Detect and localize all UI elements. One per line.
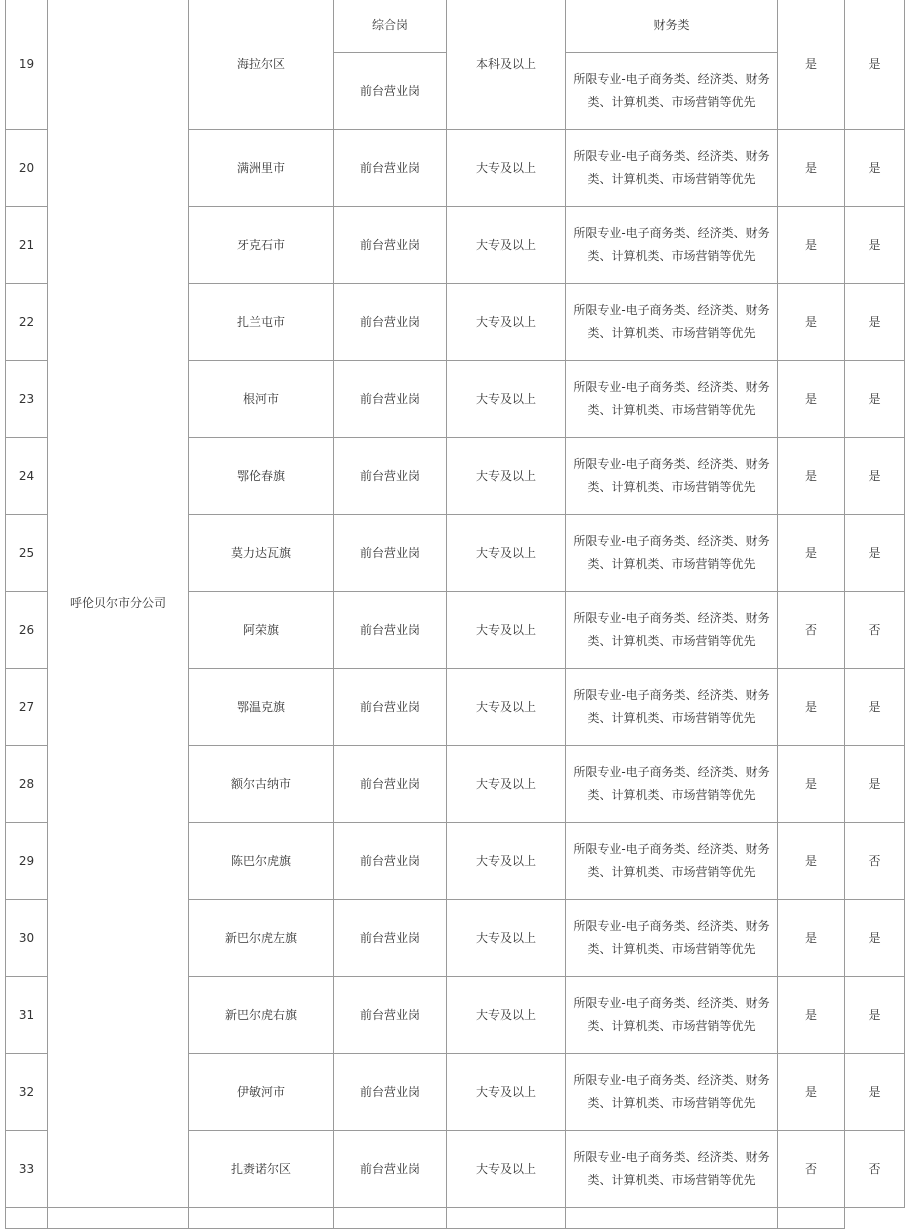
row-number: 26: [6, 592, 48, 669]
requirement-cell: 所限专业-电子商务类、经济类、财务类、计算机类、市场营销等优先: [566, 977, 778, 1054]
position-cell: 综合岗: [334, 0, 447, 53]
education-cell: 大专及以上: [447, 438, 566, 515]
col-a-cell: 是: [778, 284, 845, 361]
position-cell: 前台营业岗: [334, 284, 447, 361]
col-b-cell: 是: [845, 669, 905, 746]
position-cell: 前台营业岗: [334, 977, 447, 1054]
position-cell: 前台营业岗: [334, 592, 447, 669]
row-number: 21: [6, 207, 48, 284]
row-number: 19: [6, 0, 48, 130]
empty-cell: [189, 1208, 334, 1229]
position-cell: 前台营业岗: [334, 53, 447, 130]
row-number: 28: [6, 746, 48, 823]
education-cell: 大专及以上: [447, 361, 566, 438]
education-cell: 大专及以上: [447, 977, 566, 1054]
company-cell: 呼伦贝尔市分公司: [48, 0, 189, 1208]
col-a-cell: 是: [778, 438, 845, 515]
row-number: 32: [6, 1054, 48, 1131]
empty-cell: [566, 1208, 778, 1229]
education-cell: 大专及以上: [447, 1131, 566, 1208]
col-b-cell: 是: [845, 0, 905, 130]
col-b-cell: 是: [845, 977, 905, 1054]
requirement-cell: 所限专业-电子商务类、经济类、财务类、计算机类、市场营销等优先: [566, 130, 778, 207]
education-cell: 大专及以上: [447, 207, 566, 284]
location-cell: 莫力达瓦旗: [189, 515, 334, 592]
position-cell: 前台营业岗: [334, 746, 447, 823]
table-row-partial: [6, 1208, 905, 1229]
col-b-cell: 是: [845, 1054, 905, 1131]
location-cell: 根河市: [189, 361, 334, 438]
row-number: 24: [6, 438, 48, 515]
requirement-cell: 所限专业-电子商务类、经济类、财务类、计算机类、市场营销等优先: [566, 1054, 778, 1131]
col-b-cell: 是: [845, 438, 905, 515]
row-number: 25: [6, 515, 48, 592]
education-cell: 大专及以上: [447, 130, 566, 207]
col-a-cell: 否: [778, 592, 845, 669]
education-cell: 大专及以上: [447, 592, 566, 669]
requirement-cell: 所限专业-电子商务类、经济类、财务类、计算机类、市场营销等优先: [566, 823, 778, 900]
col-b-cell: 是: [845, 746, 905, 823]
position-cell: 前台营业岗: [334, 515, 447, 592]
requirement-cell: 所限专业-电子商务类、经济类、财务类、计算机类、市场营销等优先: [566, 1131, 778, 1208]
requirement-cell: 所限专业-电子商务类、经济类、财务类、计算机类、市场营销等优先: [566, 361, 778, 438]
position-cell: 前台营业岗: [334, 130, 447, 207]
education-cell: 大专及以上: [447, 746, 566, 823]
position-cell: 前台营业岗: [334, 207, 447, 284]
row-number: 20: [6, 130, 48, 207]
empty-cell: [778, 1208, 845, 1229]
position-cell: 前台营业岗: [334, 900, 447, 977]
empty-cell: [447, 1208, 566, 1229]
requirement-cell: 所限专业-电子商务类、经济类、财务类、计算机类、市场营销等优先: [566, 53, 778, 130]
empty-cell: [6, 1208, 48, 1229]
education-cell: 本科及以上: [447, 0, 566, 130]
row-number: 22: [6, 284, 48, 361]
location-cell: 扎赉诺尔区: [189, 1131, 334, 1208]
location-cell: 伊敏河市: [189, 1054, 334, 1131]
col-a-cell: 是: [778, 823, 845, 900]
empty-cell: [334, 1208, 447, 1229]
row-number: 33: [6, 1131, 48, 1208]
col-b-cell: 是: [845, 130, 905, 207]
education-cell: 大专及以上: [447, 823, 566, 900]
requirement-cell: 所限专业-电子商务类、经济类、财务类、计算机类、市场营销等优先: [566, 746, 778, 823]
requirement-cell: 所限专业-电子商务类、经济类、财务类、计算机类、市场营销等优先: [566, 669, 778, 746]
requirement-cell: 所限专业-电子商务类、经济类、财务类、计算机类、市场营销等优先: [566, 284, 778, 361]
requirement-cell: 所限专业-电子商务类、经济类、财务类、计算机类、市场营销等优先: [566, 592, 778, 669]
location-cell: 牙克石市: [189, 207, 334, 284]
col-b-cell: 否: [845, 1131, 905, 1208]
position-cell: 前台营业岗: [334, 361, 447, 438]
col-a-cell: 是: [778, 130, 845, 207]
requirement-cell: 所限专业-电子商务类、经济类、财务类、计算机类、市场营销等优先: [566, 438, 778, 515]
row-number: 27: [6, 669, 48, 746]
position-cell: 前台营业岗: [334, 438, 447, 515]
position-cell: 前台营业岗: [334, 1054, 447, 1131]
row-number: 30: [6, 900, 48, 977]
position-cell: 前台营业岗: [334, 823, 447, 900]
location-cell: 满洲里市: [189, 130, 334, 207]
row-number: 23: [6, 361, 48, 438]
col-a-cell: 是: [778, 746, 845, 823]
recruitment-table: [5, 0, 905, 1229]
empty-cell: [48, 1208, 189, 1229]
col-a-cell: 否: [778, 1131, 845, 1208]
requirement-cell: 所限专业-电子商务类、经济类、财务类、计算机类、市场营销等优先: [566, 900, 778, 977]
requirement-cell: 财务类: [566, 0, 778, 53]
location-cell: 新巴尔虎右旗: [189, 977, 334, 1054]
col-b-cell: 否: [845, 823, 905, 900]
location-cell: 鄂温克旗: [189, 669, 334, 746]
col-b-cell: 是: [845, 284, 905, 361]
requirement-cell: 所限专业-电子商务类、经济类、财务类、计算机类、市场营销等优先: [566, 515, 778, 592]
col-a-cell: 是: [778, 1054, 845, 1131]
requirement-cell: 所限专业-电子商务类、经济类、财务类、计算机类、市场营销等优先: [566, 207, 778, 284]
col-a-cell: 是: [778, 669, 845, 746]
position-cell: 前台营业岗: [334, 1131, 447, 1208]
row-number: 31: [6, 977, 48, 1054]
row-number: 29: [6, 823, 48, 900]
col-b-cell: 是: [845, 361, 905, 438]
col-a-cell: 是: [778, 361, 845, 438]
col-a-cell: 是: [778, 900, 845, 977]
col-b-cell: 否: [845, 592, 905, 669]
education-cell: 大专及以上: [447, 515, 566, 592]
location-cell: 扎兰屯市: [189, 284, 334, 361]
location-cell: 阿荣旗: [189, 592, 334, 669]
education-cell: 大专及以上: [447, 669, 566, 746]
col-b-cell: 是: [845, 900, 905, 977]
location-cell: 新巴尔虎左旗: [189, 900, 334, 977]
col-a-cell: 是: [778, 515, 845, 592]
location-cell: 海拉尔区: [189, 0, 334, 130]
education-cell: 大专及以上: [447, 1054, 566, 1131]
education-cell: 大专及以上: [447, 900, 566, 977]
education-cell: 大专及以上: [447, 284, 566, 361]
location-cell: 陈巴尔虎旗: [189, 823, 334, 900]
location-cell: 鄂伦春旗: [189, 438, 334, 515]
location-cell: 额尔古纳市: [189, 746, 334, 823]
col-b-cell: 是: [845, 207, 905, 284]
col-a-cell: 是: [778, 0, 845, 130]
col-a-cell: 是: [778, 977, 845, 1054]
col-b-cell: 是: [845, 515, 905, 592]
position-cell: 前台营业岗: [334, 669, 447, 746]
col-a-cell: 是: [778, 207, 845, 284]
